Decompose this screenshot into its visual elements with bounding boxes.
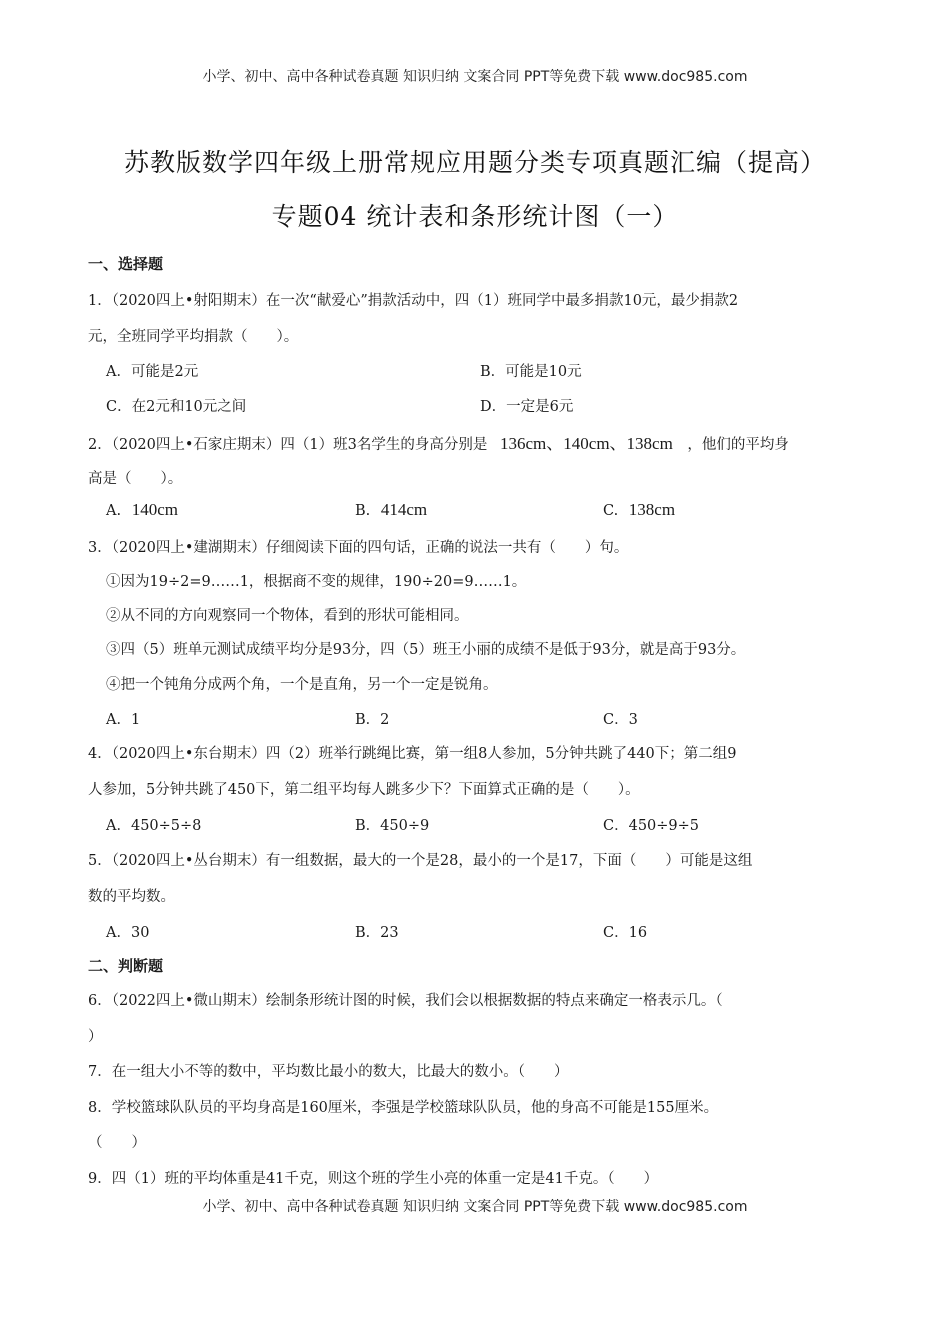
header-banner: 小学、初中、高中各种试卷真题 知识归纳 文案合同 PPT等免费下载 www.doc985.com bbox=[202, 69, 748, 85]
section-heading-choice: 一、选择题 bbox=[88, 255, 164, 273]
question-2-option-a bbox=[106, 500, 178, 520]
question-2-option-b-value: 414cm bbox=[380, 500, 428, 519]
question-3-statement-1: ①因为19÷2=9……1，根据商不变的规律，190÷20=9……1。 bbox=[106, 574, 527, 590]
question-2-text-a: 2．（2020四上•石家庄期末）四（1）班3名学生的身高分别是 bbox=[88, 437, 488, 453]
question-5-option-c: C．16 bbox=[603, 925, 648, 941]
question-3-statement-4: ④把一个钝角分成两个角，一个是直角，另一个一定是锐角。 bbox=[106, 677, 498, 693]
question-3-statement-3: ③四（5）班单元测试成绩平均分是93分，四（5）班王小丽的成绩不是低于93分，就是高于93分。 bbox=[106, 642, 746, 658]
question-2-heights: 136cm、140cm、138cm bbox=[500, 434, 673, 453]
question-3-option-a: A．1 bbox=[106, 712, 141, 728]
question-4-option-a: A．450÷5÷8 bbox=[106, 818, 202, 834]
question-1-option-d: D．一定是6元 bbox=[480, 399, 574, 415]
question-8-line-1: 8．学校篮球队队员的平均身高是160厘米，李强是学校篮球队队员，他的身高不可能是155厘米。 bbox=[88, 1100, 719, 1116]
question-3-option-b: B．2 bbox=[355, 712, 390, 728]
question-5-line-2: 数的平均数。 bbox=[88, 889, 175, 905]
question-1-line-1: 1．（2020四上•射阳期末）在一次“献爱心”捐款活动中，四（1）班同学中最多捐款10元，最少捐款2 bbox=[88, 293, 739, 309]
question-1-option-b: B．可能是10元 bbox=[480, 364, 582, 380]
question-2-option-c-letter: C. bbox=[603, 503, 619, 519]
question-3-option-c: C．3 bbox=[603, 712, 638, 728]
question-2-option-b-letter: B. bbox=[355, 503, 371, 519]
question-6-line-1: 6．（2022四上•微山期末）绘制条形统计图的时候，我们会以根据数据的特点来确定一格表示几。（ bbox=[88, 993, 723, 1009]
question-2-option-a-value: 140cm bbox=[131, 500, 178, 519]
question-1-line-2: 元，全班同学平均捐款（ ）。 bbox=[88, 329, 299, 345]
section-heading-judge: 二、判断题 bbox=[88, 957, 164, 975]
question-4-line-1: 4．（2020四上•东台期末）四（2）班举行跳绳比赛，第一组8人参加，5分钟共跳了440下；第二组9 bbox=[88, 746, 737, 762]
question-2-line-1 bbox=[88, 429, 789, 454]
question-5-option-b: B．23 bbox=[355, 925, 399, 941]
question-4-option-c: C．450÷9÷5 bbox=[603, 818, 700, 834]
question-2-text-b: ，他们的平均身 bbox=[687, 437, 789, 453]
question-1-option-a: A．可能是2元 bbox=[106, 364, 199, 380]
question-3-statement-2: ②从不同的方向观察同一个物体，看到的形状可能相同。 bbox=[106, 608, 469, 624]
question-5-line-1: 5．（2020四上•丛台期末）有一组数据，最大的一个是28，最小的一个是17，下面（ ）可能是这组 bbox=[88, 853, 753, 869]
question-2-option-a-letter: A. bbox=[106, 503, 122, 519]
question-4-option-b: B．450÷9 bbox=[355, 818, 430, 834]
question-2-option-c bbox=[603, 500, 675, 520]
question-9-line-1: 9．四（1）班的平均体重是41千克，则这个班的学生小亮的体重一定是41千克。（ ） bbox=[88, 1171, 659, 1187]
question-3-line-1: 3．（2020四上•建湖期末）仔细阅读下面的四句话，正确的说法一共有（ ）句。 bbox=[88, 540, 629, 556]
question-8-line-2: （ ） bbox=[88, 1135, 146, 1151]
page-subtitle: 专题04 统计表和条形统计图（一） bbox=[271, 202, 679, 231]
question-7-line-1: 7．在一组大小不等的数中，平均数比最小的数大，比最大的数小。（ ） bbox=[88, 1064, 569, 1080]
question-2-line-2: 高是（ ）。 bbox=[88, 471, 183, 487]
page-title: 苏教版数学四年级上册常规应用题分类专项真题汇编（提高） bbox=[123, 148, 826, 177]
question-2-option-b bbox=[355, 500, 427, 520]
question-4-line-2: 人参加，5分钟共跳了450下，第二组平均每人跳多少下？下面算式正确的是（ ）。 bbox=[88, 782, 640, 798]
footer-banner: 小学、初中、高中各种试卷真题 知识归纳 文案合同 PPT等免费下载 www.doc985.com bbox=[202, 1199, 748, 1215]
question-6-line-2: ） bbox=[88, 1029, 103, 1045]
question-1-option-c: C．在2元和10元之间 bbox=[106, 399, 247, 415]
question-2-option-c-value: 138cm bbox=[628, 500, 676, 519]
question-5-option-a: A．30 bbox=[106, 925, 150, 941]
